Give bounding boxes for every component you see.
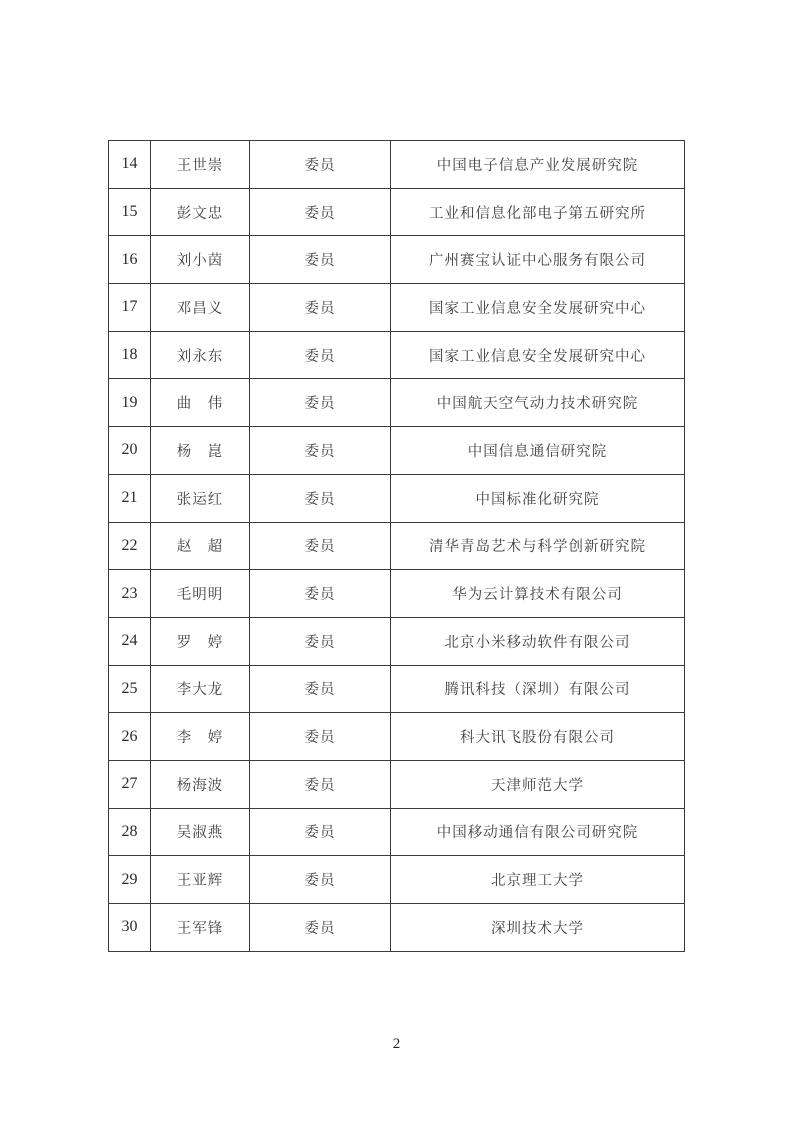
table-row [109,188,685,236]
cell-organization: 工业和信息化部电子第五研究所 [391,188,685,236]
cell-number: 19 [109,379,151,427]
cell-number: 17 [109,284,151,332]
cell-name: 杨 崑 [151,427,250,475]
table-row [109,427,685,475]
cell-name: 王军锋 [151,904,250,952]
cell-number: 28 [109,808,151,856]
table-row [109,904,685,952]
cell-number: 22 [109,522,151,570]
table-row [109,141,685,189]
cell-role: 委员 [250,713,391,761]
cell-number: 16 [109,236,151,284]
cell-role: 委员 [250,284,391,332]
cell-role: 委员 [250,522,391,570]
cell-organization: 中国信息通信研究院 [391,427,685,475]
cell-number: 30 [109,904,151,952]
page-number: 2 [392,1036,401,1052]
table-row [109,617,685,665]
table-row [109,665,685,713]
cell-role: 委员 [250,570,391,618]
cell-name: 罗 婷 [151,617,250,665]
cell-name: 刘小茵 [151,236,250,284]
cell-role: 委员 [250,617,391,665]
cell-organization: 深圳技术大学 [391,904,685,952]
cell-number: 23 [109,570,151,618]
cell-role: 委员 [250,808,391,856]
cell-organization: 中国航天空气动力技术研究院 [391,379,685,427]
cell-organization: 北京理工大学 [391,856,685,904]
cell-organization: 华为云计算技术有限公司 [391,570,685,618]
cell-organization: 中国移动通信有限公司研究院 [391,808,685,856]
cell-role: 委员 [250,904,391,952]
cell-number: 21 [109,474,151,522]
cell-name: 吴淑燕 [151,808,250,856]
table-row [109,522,685,570]
cell-role: 委员 [250,760,391,808]
cell-role: 委员 [250,856,391,904]
cell-number: 27 [109,760,151,808]
cell-organization: 天津师范大学 [391,760,685,808]
cell-name: 赵 超 [151,522,250,570]
cell-organization: 广州赛宝认证中心服务有限公司 [391,236,685,284]
table-row [109,808,685,856]
cell-role: 委员 [250,665,391,713]
cell-organization: 科大讯飞股份有限公司 [391,713,685,761]
table-row [109,760,685,808]
cell-role: 委员 [250,236,391,284]
cell-name: 杨海波 [151,760,250,808]
cell-name: 张运红 [151,474,250,522]
cell-name: 邓昌义 [151,284,250,332]
table-row [109,331,685,379]
table-row [109,379,685,427]
cell-number: 14 [109,141,151,189]
cell-role: 委员 [250,188,391,236]
cell-organization: 清华青岛艺术与科学创新研究院 [391,522,685,570]
cell-number: 25 [109,665,151,713]
cell-role: 委员 [250,427,391,475]
cell-organization: 中国电子信息产业发展研究院 [391,141,685,189]
cell-number: 20 [109,427,151,475]
cell-role: 委员 [250,474,391,522]
cell-name: 毛明明 [151,570,250,618]
committee-members-table [108,140,685,952]
cell-name: 李 婷 [151,713,250,761]
cell-role: 委员 [250,331,391,379]
cell-organization: 腾讯科技（深圳）有限公司 [391,665,685,713]
cell-name: 李大龙 [151,665,250,713]
table-row [109,284,685,332]
cell-number: 29 [109,856,151,904]
cell-number: 24 [109,617,151,665]
cell-name: 刘永东 [151,331,250,379]
cell-number: 18 [109,331,151,379]
cell-organization: 国家工业信息安全发展研究中心 [391,284,685,332]
cell-organization: 国家工业信息安全发展研究中心 [391,331,685,379]
cell-organization: 北京小米移动软件有限公司 [391,617,685,665]
cell-number: 15 [109,188,151,236]
cell-organization: 中国标准化研究院 [391,474,685,522]
members-table-body [109,141,685,952]
table-row [109,856,685,904]
table-row [109,713,685,761]
cell-name: 王亚辉 [151,856,250,904]
cell-role: 委员 [250,379,391,427]
cell-name: 王世崇 [151,141,250,189]
table-row [109,236,685,284]
table-row [109,570,685,618]
table-row [109,474,685,522]
cell-role: 委员 [250,141,391,189]
cell-name: 彭文忠 [151,188,250,236]
cell-number: 26 [109,713,151,761]
cell-name: 曲 伟 [151,379,250,427]
